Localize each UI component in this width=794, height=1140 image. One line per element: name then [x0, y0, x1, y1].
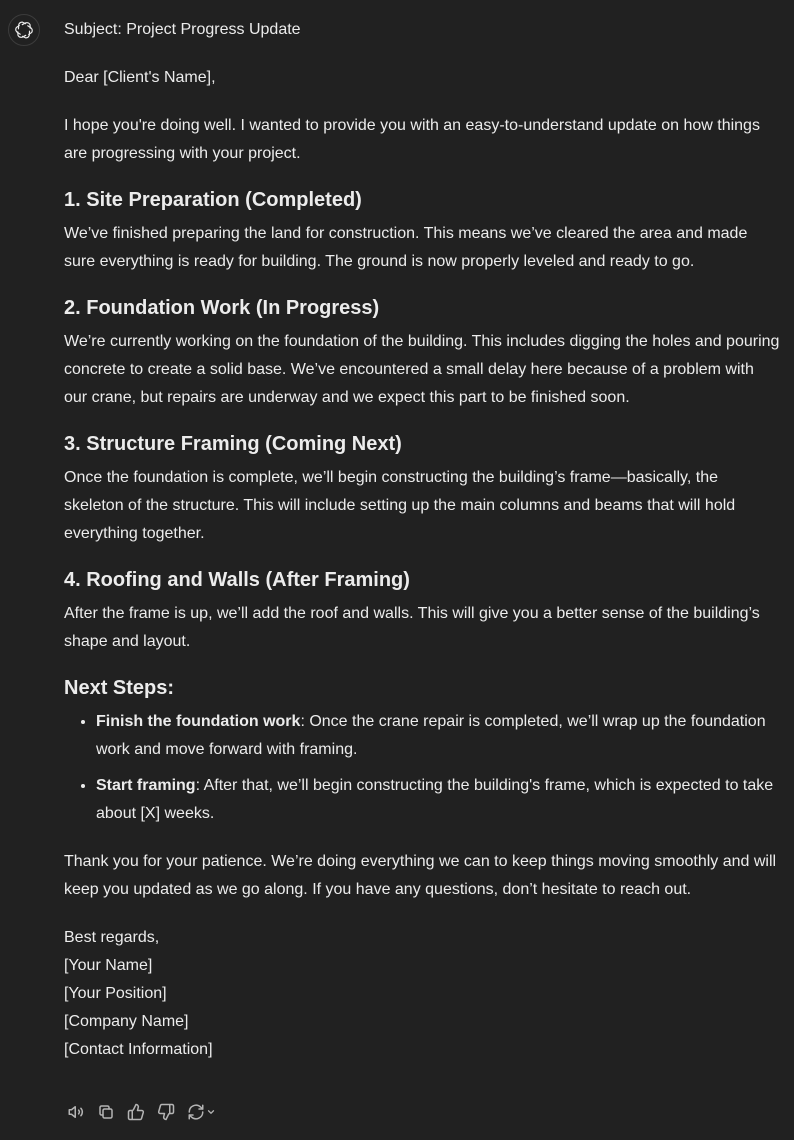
section-heading: 2. Foundation Work (In Progress): [64, 297, 380, 319]
regenerate-icon: [187, 1103, 205, 1121]
message-actions: [64, 1100, 224, 1124]
list-item-text: : Once the crane repair is completed, we’ll wrap up the foundation work and move forward with framing.: [96, 713, 766, 758]
email-subject: Subject: Project Progress Update: [64, 21, 301, 38]
signature-position: [Your Position]: [64, 985, 167, 1002]
section-heading: 3. Structure Framing (Coming Next): [64, 433, 402, 455]
section-text: We’ve finished preparing the land for construction. This means we’ve cleared the area and made sure everything is ready for building. The ground is now properly leveled and ready to go.: [64, 225, 748, 270]
assistant-avatar: [8, 14, 40, 46]
email-intro: I hope you're doing well. I wanted to provide you with an easy-to-understand update on how things are progressing with your project.: [64, 117, 760, 162]
regenerate-button[interactable]: [184, 1100, 218, 1124]
list-item: [96, 708, 780, 764]
signature-name: [Your Name]: [64, 957, 153, 974]
read-aloud-button[interactable]: [64, 1100, 88, 1124]
bad-response-button[interactable]: [154, 1100, 178, 1124]
next-steps-list: [64, 708, 780, 828]
section-text: After the frame is up, we’ll add the roof and walls. This will give you a better sense of the building’s shape and layout.: [64, 605, 760, 650]
list-item-bold: Finish the foundation work: [96, 713, 301, 730]
email-greeting: Dear [Client's Name],: [64, 69, 216, 86]
next-steps-heading: Next Steps:: [64, 677, 175, 699]
signature-sign-off: Best regards,: [64, 929, 160, 946]
email-closing: Thank you for your patience. We’re doing everything we can to keep things moving smoothly and will keep you updated as we go along. If you have any questions, don’t hesitate to reach out.: [64, 853, 777, 898]
signature-contact: [Contact Information]: [64, 1041, 213, 1058]
thumbs-down-icon: [157, 1103, 175, 1121]
section-text: Once the foundation is complete, we’ll begin constructing the building’s frame—basically, the skeleton of the structure. This will include setting up the main columns and beams that will hold everything together.: [64, 469, 736, 542]
chevron-down-icon: [206, 1107, 216, 1117]
copy-icon: [97, 1103, 115, 1121]
good-response-button[interactable]: [124, 1100, 148, 1124]
copy-button[interactable]: [94, 1100, 118, 1124]
section-heading: 1. Site Preparation (Completed): [64, 189, 362, 211]
list-item-bold: Start framing: [96, 777, 196, 794]
list-item-text: : After that, we’ll begin constructing the building's frame, which is expected to take about [X] weeks.: [96, 777, 774, 822]
list-item: [96, 772, 780, 828]
speaker-icon: [67, 1103, 85, 1121]
assistant-message: [64, 16, 780, 1064]
openai-logo-icon: [14, 20, 34, 40]
signature-company: [Company Name]: [64, 1013, 189, 1030]
section-heading: 4. Roofing and Walls (After Framing): [64, 569, 410, 591]
section-text: We’re currently working on the foundation of the building. This includes digging the holes and pouring concrete to create a solid base. We’ve encountered a small delay here because of a problem with our crane, but repairs are underway and we expect this part to be finished soon.: [64, 333, 780, 406]
thumbs-up-icon: [127, 1103, 145, 1121]
